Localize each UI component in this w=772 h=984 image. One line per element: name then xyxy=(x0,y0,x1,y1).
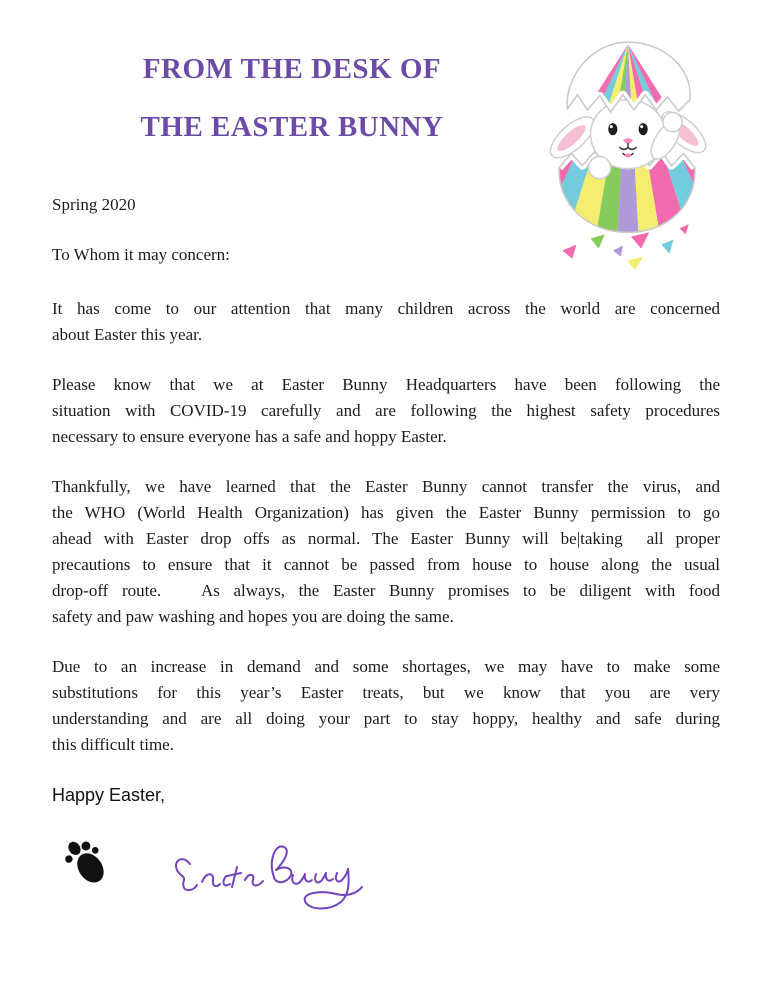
paragraph xyxy=(52,654,720,758)
paragraph-line: this difficult time. xyxy=(52,735,174,754)
paragraph-line: ahead with Easter drop offs as normal. The Easter Bunny will be|taking all proper xyxy=(52,529,720,548)
paragraph-line: drop-off route. As always, the Easter Bunny promises to be diligent with food xyxy=(52,581,720,600)
paragraph xyxy=(52,296,720,348)
bunny-right-paw xyxy=(663,113,682,132)
paragraph-line: Please know that we at Easter Bunny Headquarters have been following the xyxy=(52,375,720,394)
paragraph-line: understanding and are all doing your part to stay hoppy, healthy and safe during xyxy=(52,709,720,728)
letter-salutation: To Whom it may concern: xyxy=(52,245,230,264)
letter-text-area[interactable] xyxy=(52,192,720,918)
paragraph-line: situation with COVID-19 carefully and are following the highest safety procedures xyxy=(52,401,720,420)
letter-paragraphs xyxy=(52,296,720,758)
title-line-2: THE EASTER BUNNY xyxy=(140,111,444,143)
paragraph-line: the WHO (World Health Organization) has given the Easter Bunny permission to go xyxy=(52,503,720,522)
signature-block xyxy=(52,830,720,918)
title-line-1: FROM THE DESK OF xyxy=(142,53,442,85)
bunny-left-paw xyxy=(589,157,611,179)
paragraph-line: about Easter this year. xyxy=(52,325,203,344)
letter-closing: Happy Easter, xyxy=(52,785,166,805)
easter-bunny-signature xyxy=(168,832,364,918)
paragraph-line: Thankfully, we have learned that the Easter Bunny cannot transfer the virus, and xyxy=(52,477,720,496)
paragraph xyxy=(52,372,720,450)
paragraph-line: necessary to ensure everyone has a safe and hoppy Easter. xyxy=(52,427,447,446)
paw-print-icon xyxy=(60,830,116,890)
paragraph-line: substitutions for this year’s Easter treats, but we know that you are very xyxy=(52,683,720,702)
paragraph-line: safety and paw washing and hopes you are doing the same. xyxy=(52,607,454,626)
paragraph-line: precautions to ensure that it cannot be passed from house to house along the usual xyxy=(52,555,720,574)
letter-date: Spring 2020 xyxy=(52,195,136,214)
paragraph xyxy=(52,474,720,630)
paragraph-line: Due to an increase in demand and some shortages, we may have to make some xyxy=(52,657,720,676)
letterhead-title xyxy=(52,40,532,156)
paragraph-line: It has come to our attention that many children across the world are concerned xyxy=(52,299,720,318)
